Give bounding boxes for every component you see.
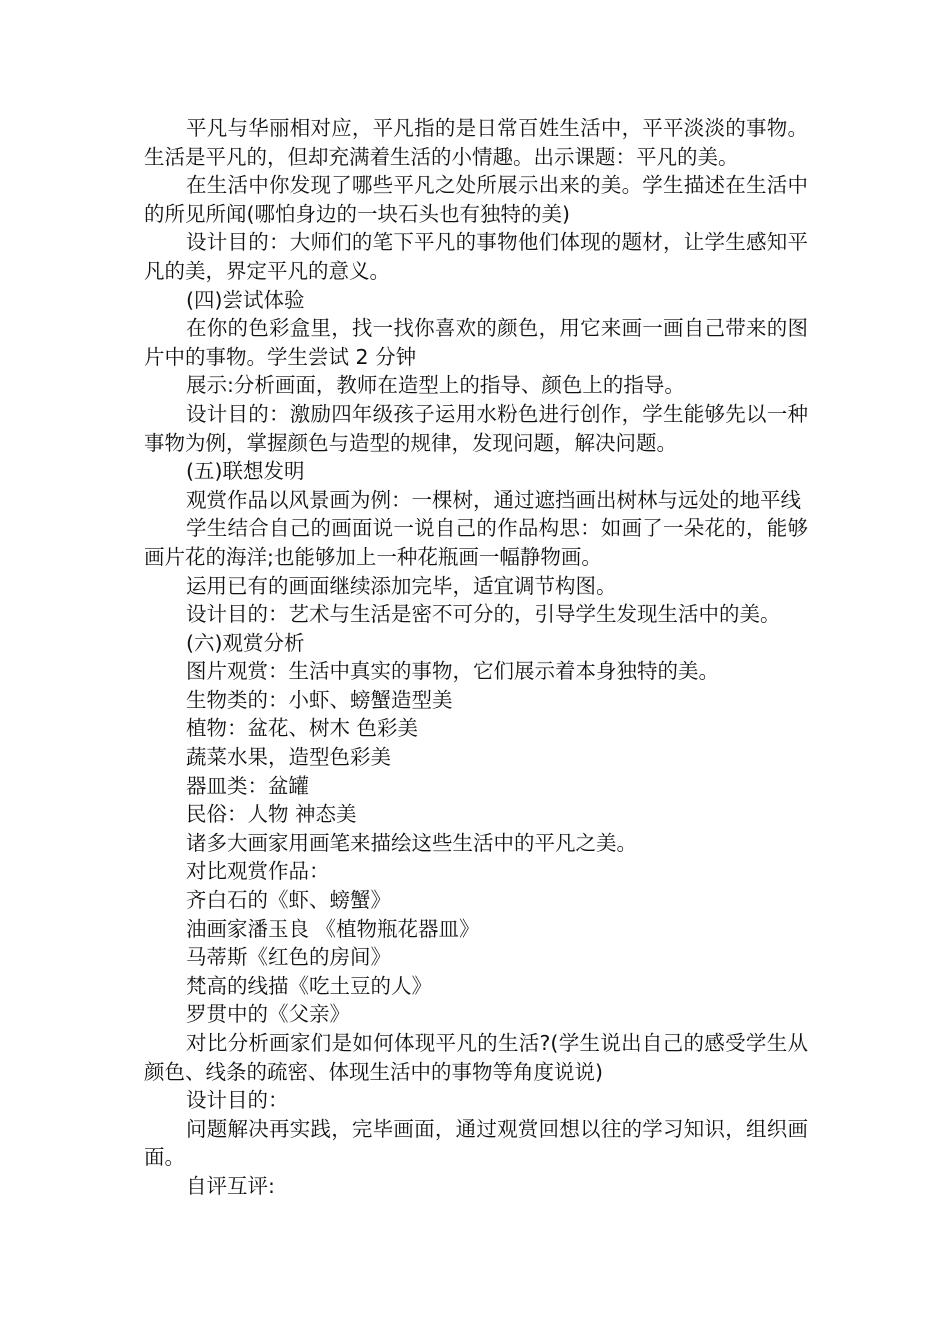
paragraph-display: 展示:分析画面，教师在造型上的指导、颜色上的指导。: [186, 373, 685, 398]
section-heading-4: (四)尝试体验: [186, 287, 305, 312]
paragraph-design-goal-3: 设计目的：艺术与生活是密不可分的，引导学生发现生活中的美。: [186, 602, 781, 627]
paragraph-design-goal-1: 设计目的：大师们的笔下平凡的事物他们体现的题材，让学生感知平凡的美，界定平凡的意义。: [144, 230, 808, 283]
list-item-work-1: 齐白石的《虾、螃蟹》: [186, 888, 391, 913]
paragraph-problem-solving: 问题解决再实践，完毕画面，通过观赏回想以往的学习知识，组织画面。: [144, 1116, 808, 1170]
list-item-work-3: 马蒂斯《红色的房间》: [186, 945, 391, 970]
paragraph-design-goal-2: 设计目的：激励四年级孩子运用水粉色进行创作，学生能够先以一种事物为例，掌握颜色与造型的规律，发现问题，解决问题。: [144, 401, 808, 455]
paragraph-self-evaluation: 自评互评:: [186, 1173, 275, 1198]
section-heading-5: (五)联想发明: [186, 459, 305, 484]
paragraph-discover-beauty: 在生活中你发现了哪些平凡之处所展示出来的美。学生描述在生活中的所见所闻(哪怕身边的一块石头也有独特的美): [144, 173, 808, 226]
paragraph-compare-works: 对比观赏作品：: [186, 859, 330, 884]
list-item-work-2: 油画家潘玉良 《植物瓶花器皿》: [186, 916, 480, 941]
list-item-vegetables: 蔬菜水果，造型色彩美: [186, 745, 391, 770]
paragraph-landscape: 观赏作品以风景画为例：一棵树，通过遮挡画出树林与远处的地平线: [186, 487, 801, 512]
paragraph-composition: 学生结合自己的画面说一说自己的作品构思：如画了一朵花的，能够画片花的海洋;也能够加上一种花瓶画一幅静物画。: [144, 516, 808, 569]
paragraph-painters: 诸多大画家用画笔来描绘这些生活中的平凡之美。: [186, 830, 637, 855]
list-item-vessels: 器皿类：盆罐: [186, 773, 309, 798]
paragraph-compare-analysis: 对比分析画家们是如何体现平凡的生活?(学生说出自己的感受学生从颜色、线条的疏密、体现生活中的事物等角度说说): [144, 1031, 808, 1084]
list-item-plants: 植物：盆花、树木 色彩美: [186, 716, 419, 741]
paragraph-intro-ordinary: 平凡与华丽相对应，平凡指的是日常百姓生活中，平平淡淡的事物。生活是平凡的，但却充满着生活的小情趣。出示课题：平凡的美。: [144, 116, 808, 169]
list-item-work-5: 罗贯中的《父亲》: [186, 1002, 350, 1027]
paragraph-picture-view: 图片观赏：生活中真实的事物，它们展示着本身独特的美。: [186, 659, 719, 684]
list-item-work-4: 梵高的线描《吃土豆的人》: [186, 973, 432, 998]
section-heading-6: (六)观赏分析: [186, 630, 305, 655]
paragraph-continue: 运用已有的画面继续添加完毕，适宜调节构图。: [186, 573, 617, 598]
document-body: [144, 114, 808, 1201]
list-item-creatures: 生物类的：小虾、螃蟹造型美: [186, 687, 453, 712]
paragraph-color-box: 在你的色彩盒里，找一找你喜欢的颜色，用它来画一画自己带来的图片中的事物。学生尝试 2 分钟: [144, 316, 808, 369]
list-item-folk: 民俗：人物 神态美: [186, 802, 357, 827]
paragraph-design-goal-4: 设计目的：: [186, 1088, 289, 1113]
